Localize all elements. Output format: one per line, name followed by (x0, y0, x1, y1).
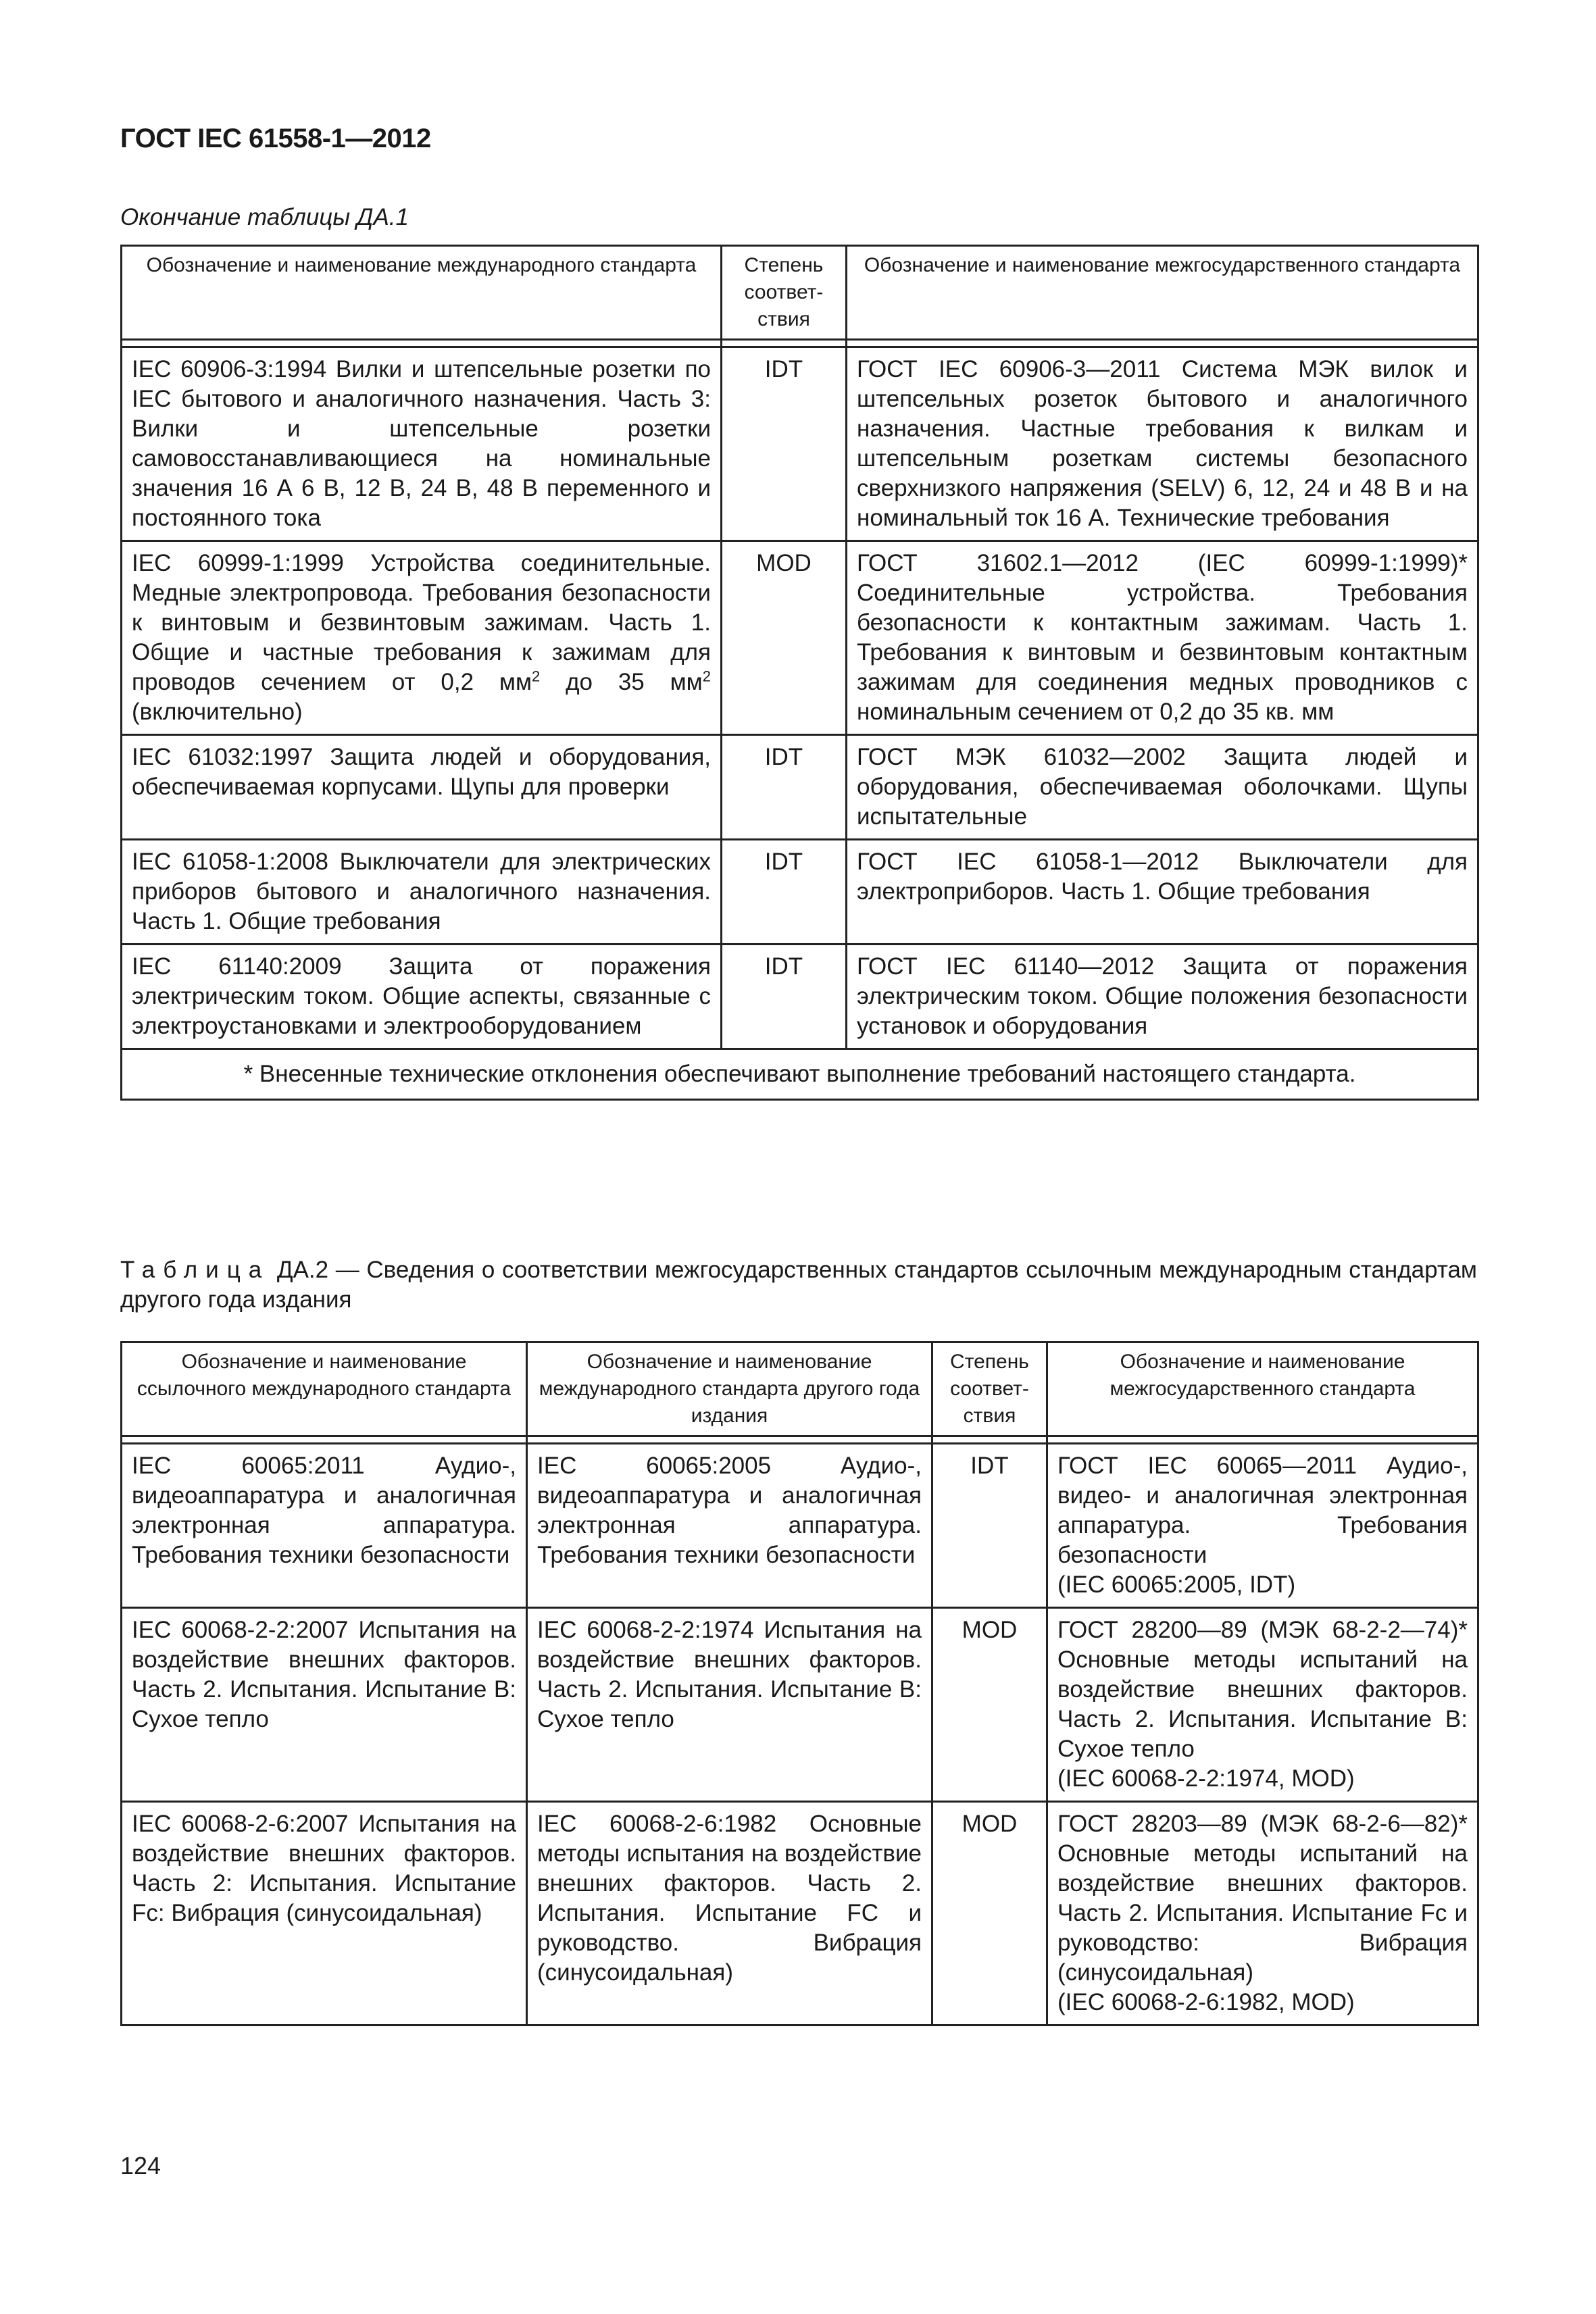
intl-standard-cell: IEC 61058-1:2008 Выключатели для электрических приборов бытового и аналогичного назначения. Часть 1. Общие требования (122, 840, 722, 945)
page-number: 124 (120, 2152, 161, 2180)
degree-cell: IDT (722, 840, 847, 945)
table2-caption-label: Таблица (120, 1257, 270, 1283)
ref-standard-cell: IEC 60068-2-6:2007 Испытания на воздействие внешних факторов. Часть 2: Испытания. Испытание Fc: Вибрация (синусоидальная) (122, 1802, 527, 2026)
degree-cell: MOD (722, 541, 847, 735)
table-footnote: * Внесенные технические отклонения обеспечивают выполнение требований настоящего стандарта. (122, 1049, 1478, 1100)
intl-standard-cell: IEC 61032:1997 Защита людей и оборудования, обеспечиваемая корпусами. Щупы для проверки (122, 735, 722, 840)
table2-caption-text: ДА.2 — Сведения о соответствии межгосударственных стандартов ссылочным международным стандартам другого года издания (120, 1257, 1477, 1313)
intl-standard-cell: IEC 60906-3:1994 Вилки и штепсельные розетки по IEC бытового и аналогичного назначения. Часть 3: Вилки и штепсельные розетки самовосстанавливающиеся на номинальные значения 16 А 6 В, 12 В, 24 В, 48 В переменного и постоянного тока (122, 347, 722, 541)
table-row (122, 1444, 1478, 1608)
column-header: Степень соответ-ствия (722, 246, 847, 340)
other-year-standard-cell: IEC 60065:2005 Аудио-, видеоаппаратура и аналогичная электронная аппаратура. Требования техники безопасности (527, 1444, 932, 1608)
degree-cell: IDT (722, 945, 847, 1049)
national-standard-cell: ГОСТ МЭК 61032—2002 Защита людей и оборудования, обеспечиваемая оболочками. Щупы испытательные (847, 735, 1478, 840)
degree-cell: MOD (932, 1608, 1047, 1802)
national-standard-cell: ГОСТ IEC 60065—2011 Аудио-, видео- и аналогичная электронная аппаратура. Требования безопасности (IEC 60065:2005, IDT) (1047, 1444, 1478, 1608)
document-header: ГОСТ IEC 61558-1—2012 (120, 124, 431, 153)
national-standard-cell: ГОСТ 31602.1—2012 (IEC 60999-1:1999)* Соединительные устройства. Требования безопасности к контактным зажимам. Часть 1. Требования к винтовым и безвинтовым контактным зажимам для соединения медных проводников с номинальным сечением от 0,2 до 35 кв. мм (847, 541, 1478, 735)
column-header: Степень соответ-ствия (932, 1342, 1047, 1436)
intl-standard-cell: IEC 60999-1:1999 Устройства соединительные. Медные электропровода. Требования безопасности к винтовым и безвинтовым зажимам. Часть 1. Общие и частные требования к зажимам для проводов сечением от 0,2 $мм^2$ до 35 $мм^2$ (включительно) (122, 541, 722, 735)
national-standard-cell: ГОСТ IEC 61140—2012 Защита от поражения электрическим током. Общие положения безопасности установок и оборудования (847, 945, 1478, 1049)
table-da1 (120, 245, 1479, 1101)
table-row (122, 840, 1478, 945)
column-header: Обозначение и наименование межгосударственного стандарта (1047, 1342, 1478, 1436)
degree-cell: MOD (932, 1802, 1047, 2026)
degree-cell: IDT (722, 347, 847, 541)
national-standard-cell: ГОСТ 28200—89 (МЭК 68-2-2—74)* Основные методы испытаний на воздействие внешних факторов. Часть 2. Испытания. Испытание В: Сухое тепло (IEC 60068-2-2:1974, MOD) (1047, 1608, 1478, 1802)
table-row (122, 541, 1478, 735)
table-header-row (122, 1342, 1478, 1436)
table-header-row (122, 246, 1478, 340)
table-da2 (120, 1341, 1479, 2026)
intl-standard-cell: IEC 61140:2009 Защита от поражения электрическим током. Общие аспекты, связанные с электроустановками и электрооборудованием (122, 945, 722, 1049)
ref-standard-cell: IEC 60068-2-2:2007 Испытания на воздействие внешних факторов. Часть 2. Испытания. Испытание В: Сухое тепло (122, 1608, 527, 1802)
column-header: Обозначение и наименование международного стандарта другого года издания (527, 1342, 932, 1436)
table-row (122, 1802, 1478, 2026)
national-standard-cell: ГОСТ IEC 61058-1—2012 Выключатели для электроприборов. Часть 1. Общие требования (847, 840, 1478, 945)
table-footnote-row (122, 1049, 1478, 1100)
column-header: Обозначение и наименование ссылочного международного стандарта (122, 1342, 527, 1436)
table-row (122, 347, 1478, 541)
table-row (122, 735, 1478, 840)
other-year-standard-cell: IEC 60068-2-6:1982 Основные методы испытания на воздействие внешних факторов. Часть 2. Испытания. Испытание FC и руководство. Вибрация (синусоидальная) (527, 1802, 932, 2026)
column-header: Обозначение и наименование международного стандарта (122, 246, 722, 340)
national-standard-cell: ГОСТ IEC 60906-3—2011 Система МЭК вилок и штепсельных розеток бытового и аналогичного назначения. Частные требования к вилкам и штепсельным розеткам системы безопасного сверхнизкого напряжения (SELV) 6, 12, 24 и 48 В и на номинальный ток 16 А. Технические требования (847, 347, 1478, 541)
table-row (122, 1608, 1478, 1802)
column-header: Обозначение и наименование межгосударственного стандарта (847, 246, 1478, 340)
table2-caption (120, 1255, 1477, 1315)
other-year-standard-cell: IEC 60068-2-2:1974 Испытания на воздействие внешних факторов. Часть 2. Испытания. Испытание В: Сухое тепло (527, 1608, 932, 1802)
degree-cell: IDT (932, 1444, 1047, 1608)
table1-caption: Окончание таблицы ДА.1 (120, 204, 409, 230)
national-standard-cell: ГОСТ 28203—89 (МЭК 68-2-6—82)* Основные методы испытаний на воздействие внешних факторов. Часть 2. Испытания. Испытание Fc и руководство: Вибрация (синусоидальная) (IEC 60068-2-6:1982, MOD) (1047, 1802, 1478, 2026)
degree-cell: IDT (722, 735, 847, 840)
table-row (122, 945, 1478, 1049)
ref-standard-cell: IEC 60065:2011 Аудио-, видеоаппаратура и аналогичная электронная аппаратура. Требования техники безопасности (122, 1444, 527, 1608)
